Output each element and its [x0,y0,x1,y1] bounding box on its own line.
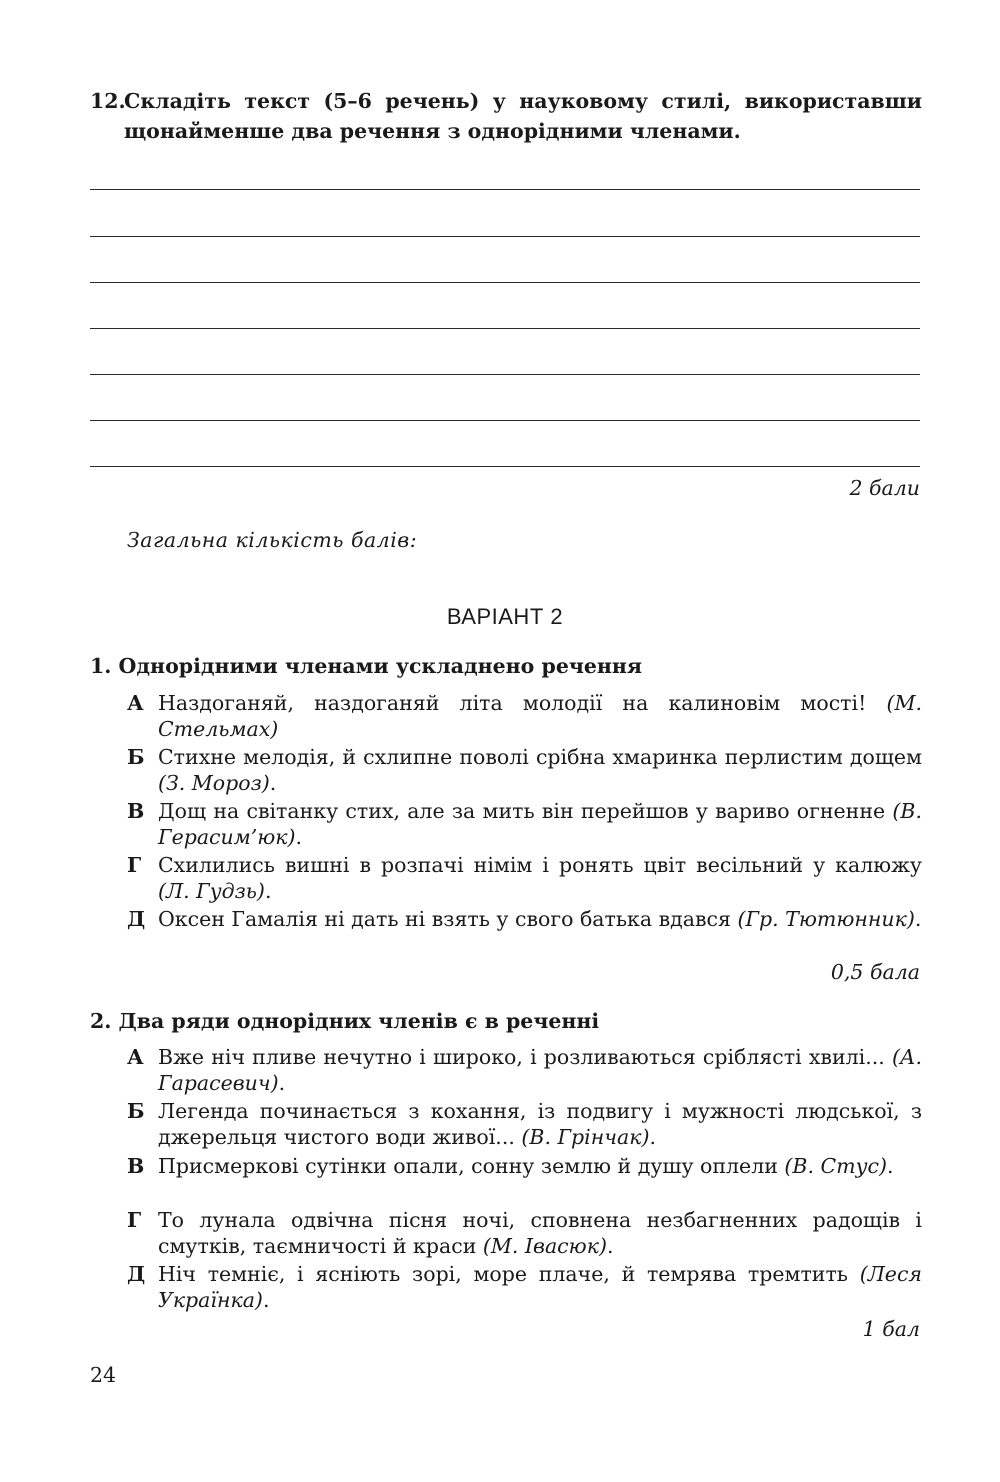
option-text: Стихне мелодія, й схлипне поволі срібна хмаринка перлистим дощем [158,745,922,769]
option-letter: В [127,799,145,823]
question-2-points: 1 бал [862,1317,920,1341]
answer-line[interactable] [90,282,920,283]
option-letter: А [127,1045,144,1069]
option-author: (В. Герасим’юк) [158,799,922,849]
option-end: . [269,771,277,795]
option-author: (А. Гарасевич) [158,1045,922,1095]
answer-line[interactable] [90,189,920,190]
option-text: Присмеркові сутінки опали, сонну землю й душу оплели [158,1154,778,1178]
answer-line[interactable] [90,420,920,421]
option-author: (В. Грінчак) [521,1125,650,1149]
option-end: . [262,1288,270,1312]
option-letter: Д [127,1262,146,1286]
option-end: . [914,907,922,931]
answer-line[interactable] [90,236,920,237]
question-1-title: 1. Однорідними членами ускладнено речення [90,654,643,678]
option-letter: Б [127,745,145,769]
option-letter: Б [127,1099,145,1123]
option-end: . [278,1071,286,1095]
q2-option-h[interactable] [127,1207,922,1259]
option-letter: Г [127,853,142,877]
q2-option-b[interactable] [127,1098,922,1150]
option-end: . [649,1125,656,1149]
q1-option-h[interactable] [127,852,922,904]
option-letter: Г [127,1208,142,1232]
q1-option-b[interactable] [127,744,922,796]
option-author: (Леся Українка) [158,1262,922,1312]
q1-option-a[interactable] [127,690,922,742]
option-author: (М. Івасюк) [482,1234,607,1258]
answer-line[interactable] [90,466,920,467]
q2-option-a[interactable] [127,1044,922,1096]
task-12-text: Складіть текст (5–6 речень) у науковому стилі, використавши щонайменше два речення з однорідними членами. [124,89,922,143]
option-letter: Д [127,907,146,931]
option-author: (М. Стельмах) [158,691,922,741]
question-2-title: 2. Два ряди однорідних членів є в реченні [90,1009,600,1033]
option-author: (Гр. Тютюнник) [737,907,915,931]
q2-option-d[interactable] [127,1261,922,1313]
question-1-points: 0,5 бала [830,960,920,984]
variant-title: ВАРІАНТ 2 [446,604,564,629]
answer-line[interactable] [90,328,920,329]
option-text: Оксен Гамалія ні дать ні взять у свого батька вдався [158,907,731,931]
option-letter: А [127,691,144,715]
task-12-number: 12. [90,89,126,113]
option-author: (В. Стус) [784,1154,887,1178]
option-text: Наздоганяй, наздоганяй літа молодії на калиновім мості! [158,691,867,715]
total-points-label: Загальна кількість балів: [127,528,418,552]
task-12-points: 2 бали [849,476,920,500]
option-end: . [264,879,272,903]
option-text: То лунала одвічна пісня ночі, сповнена незбагненних радощів і смутків, таємничості й краси [158,1208,922,1258]
option-author: (З. Мороз) [158,771,270,795]
option-text: Легенда починається з кохання, із подвигу і мужності людської, з джерельця чистого води живої... [158,1099,922,1149]
page-number: 24 [90,1363,117,1387]
option-end: . [295,825,303,849]
q1-option-d[interactable] [127,906,922,932]
option-end: . [606,1234,614,1258]
option-text: Дощ на світанку стих, але за мить він перейшов у вариво огненне [158,799,886,823]
option-text: Схилились вишні в розпачі німім і ронять цвіт весільний у калюжу [158,853,922,877]
task-12 [90,86,922,146]
option-text: Вже ніч пливе нечутно і широко, і розливаються сріблясті хвилі... [158,1045,885,1069]
option-letter: В [127,1154,145,1178]
option-text: Ніч темніє, і ясніють зорі, море плаче, й темрява тремтить [158,1262,848,1286]
answer-line[interactable] [90,374,920,375]
option-end: . [887,1154,894,1178]
option-author: (Л. Гудзь) [158,879,265,903]
q1-option-v[interactable] [127,798,922,850]
q2-option-v[interactable] [127,1153,922,1179]
